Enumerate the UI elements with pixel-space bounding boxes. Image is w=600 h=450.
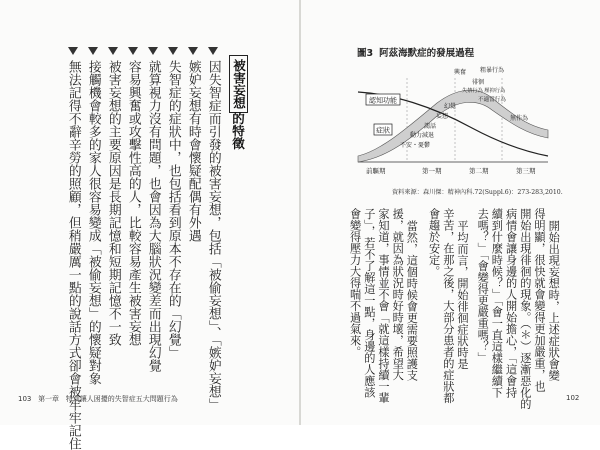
triangle-bullet-icon	[128, 47, 138, 55]
bullet-item	[66, 47, 79, 450]
body-column: 子」，若不了解這一點，身邊的人應該	[362, 208, 376, 398]
triangle-bullet-icon	[168, 47, 178, 55]
right-footer	[566, 394, 579, 402]
label-decline: 動力減退	[410, 132, 435, 139]
body-column: 辛苦，在那之後，大部分患者的症狀都	[441, 208, 455, 404]
label-delusion: 妄想	[436, 113, 449, 120]
figure-title-text: 阿茲海默症的發展過程	[379, 48, 475, 59]
body-column: 家知道，事情並不會「就這樣持續一輩	[377, 208, 390, 404]
body-column: 續到什麼時候？」「會一直這樣繼續下	[490, 208, 504, 398]
bullet-text: 容易興奮或攻擊性高的人，比較容易產生被害妄想	[125, 60, 141, 346]
body-column: 平均而言，開始徘徊症狀時是	[456, 220, 469, 370]
figure-title	[357, 45, 474, 59]
bullet-item	[186, 47, 199, 242]
triangle-bullet-icon	[108, 47, 118, 55]
triangle-bullet-icon	[88, 47, 98, 55]
body-column: 病情會讓身邊的人開始擔心，「這會持	[504, 208, 518, 398]
progression-chart	[352, 58, 552, 182]
bullet-item	[106, 47, 119, 346]
x-tick-label: 第二期	[469, 167, 489, 175]
page-number: 103	[18, 395, 32, 403]
heading-tail: 的特徵	[230, 112, 246, 150]
triangle-bullet-icon	[148, 47, 158, 55]
bullet-text: 因失智症而引發的被害妄想，包括「被偷妄想」、「嫉妒妄想」	[205, 60, 221, 412]
cognitive-label: 認知功能	[369, 96, 397, 105]
body-column: 會變得壓力大得喘不過氣來。	[348, 208, 362, 358]
body-column: 去嗎？」「會變得更嚴重嗎？」	[476, 208, 490, 364]
label-violent: 粗暴行為	[480, 67, 505, 74]
body-column: 開始出現妄想時，上述症狀會變	[547, 220, 561, 381]
bullet-text: 接觸機會較多的家人很容易變成「被偷妄想」的懷疑對象	[85, 60, 101, 385]
left-footer	[18, 394, 178, 404]
label-no-action: 無作為	[510, 115, 529, 122]
bullet-item	[126, 47, 139, 346]
x-tick-label: 第一期	[422, 167, 442, 175]
heading-keyword-box: 被害妄想	[229, 55, 248, 113]
footer-title: 特別讓人困擾的失智症五大問題行為	[65, 395, 178, 403]
bullet-text: 被害妄想的主要原因是長期記憶和短期記憶不一致	[105, 60, 121, 346]
bullet-item	[86, 47, 99, 385]
page-number: 102	[566, 394, 580, 402]
triangle-bullet-icon	[208, 47, 218, 55]
triangle-bullet-icon	[68, 47, 78, 55]
bullet-item	[206, 47, 219, 411]
body-column: 開始出現徘徊的現象。（＊）逐漸惡化的	[518, 208, 532, 410]
body-column: 當然，這個時候會更需要照護支	[405, 220, 419, 381]
label-wandering: 徘徊	[472, 79, 485, 86]
body-column: 得明顯，很快就會變得更加嚴重，也	[533, 208, 546, 392]
label-hallucination: 幻覺	[444, 103, 457, 110]
footer-chapter: 第一章	[38, 395, 60, 403]
label-talk: 謅話	[424, 123, 437, 130]
label-behaviors: 失禁行為 壓抑行為	[462, 88, 506, 94]
body-column: 會趨於安定。	[427, 208, 441, 277]
label-improper: 不適當行為	[478, 97, 506, 103]
bullet-text: 失智症的症狀中，也包括看到原本不存在的「幻覺」	[165, 60, 181, 359]
symptom-label: 症狀	[376, 126, 390, 135]
x-tick-label: 前驅期	[366, 167, 386, 175]
bullet-text: 就算視力沒有問題，也會因為大腦狀況變差而出現幻覺	[145, 60, 161, 372]
x-tick-label: 第三期	[516, 167, 536, 175]
triangle-bullet-icon	[188, 47, 198, 55]
figure-label: 圖3	[357, 48, 374, 59]
bullet-item	[146, 47, 159, 372]
label-excitement: 興奮	[454, 69, 467, 76]
bullet-text: 嫉妒妄想有時會懷疑配偶有外遇	[185, 60, 201, 242]
figure-source: 資料來源：森川傑：精神內科.72(Suppl.6)：273-283,2010.	[392, 189, 563, 196]
label-anxiety: 不安・憂鬱	[400, 142, 431, 149]
body-column: 援，就因為狀況時好時壞，希望大	[391, 208, 405, 381]
bullet-text: 無法記得不辭辛勞的照顧，但稍嚴厲一點的說話方式卻會被牢牢記住	[65, 60, 81, 450]
bullet-item	[166, 47, 179, 359]
